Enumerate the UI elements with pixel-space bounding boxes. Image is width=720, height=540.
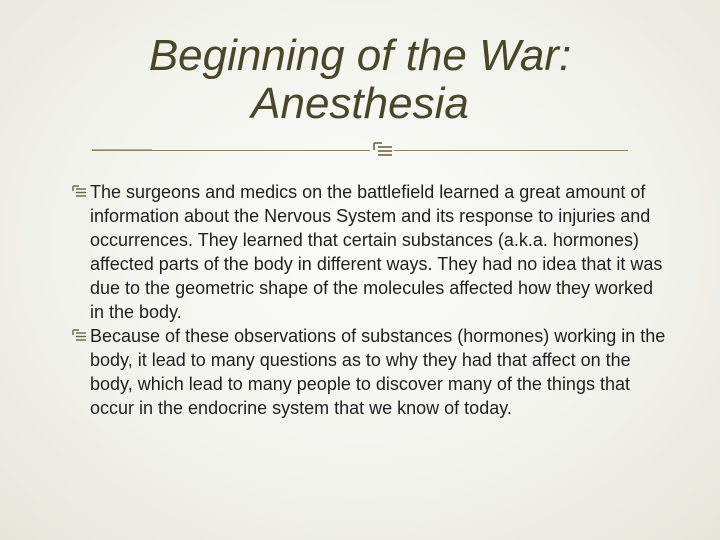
slide-title: Beginning of the War: Anesthesia	[148, 31, 572, 128]
bullet-item	[72, 180, 672, 324]
title-divider-right	[394, 150, 628, 151]
list-bullet-icon	[72, 184, 87, 199]
title-divider-left	[92, 150, 370, 151]
list-bullet-icon	[72, 328, 87, 343]
bullet-text: Because of these observations of substances (hormones) working in the body, it lead to many questions as to why they had that affect on the body, which lead to many people to discover many of the things that occur in the endocrine system that we know of today.	[90, 326, 666, 418]
bullet-list	[72, 180, 672, 420]
bullet-text: The surgeons and medics on the battlefield learned a great amount of information about the Nervous System and its response to injuries and occurrences. They learned that certain substances (a.k.a. hormones) affected parts of the body in different ways. They had no idea that it was due to the geometric shape of the molecules affected how they worked in the body.	[90, 182, 663, 322]
list-bullet-icon	[372, 141, 394, 159]
bullet-item	[72, 324, 672, 420]
